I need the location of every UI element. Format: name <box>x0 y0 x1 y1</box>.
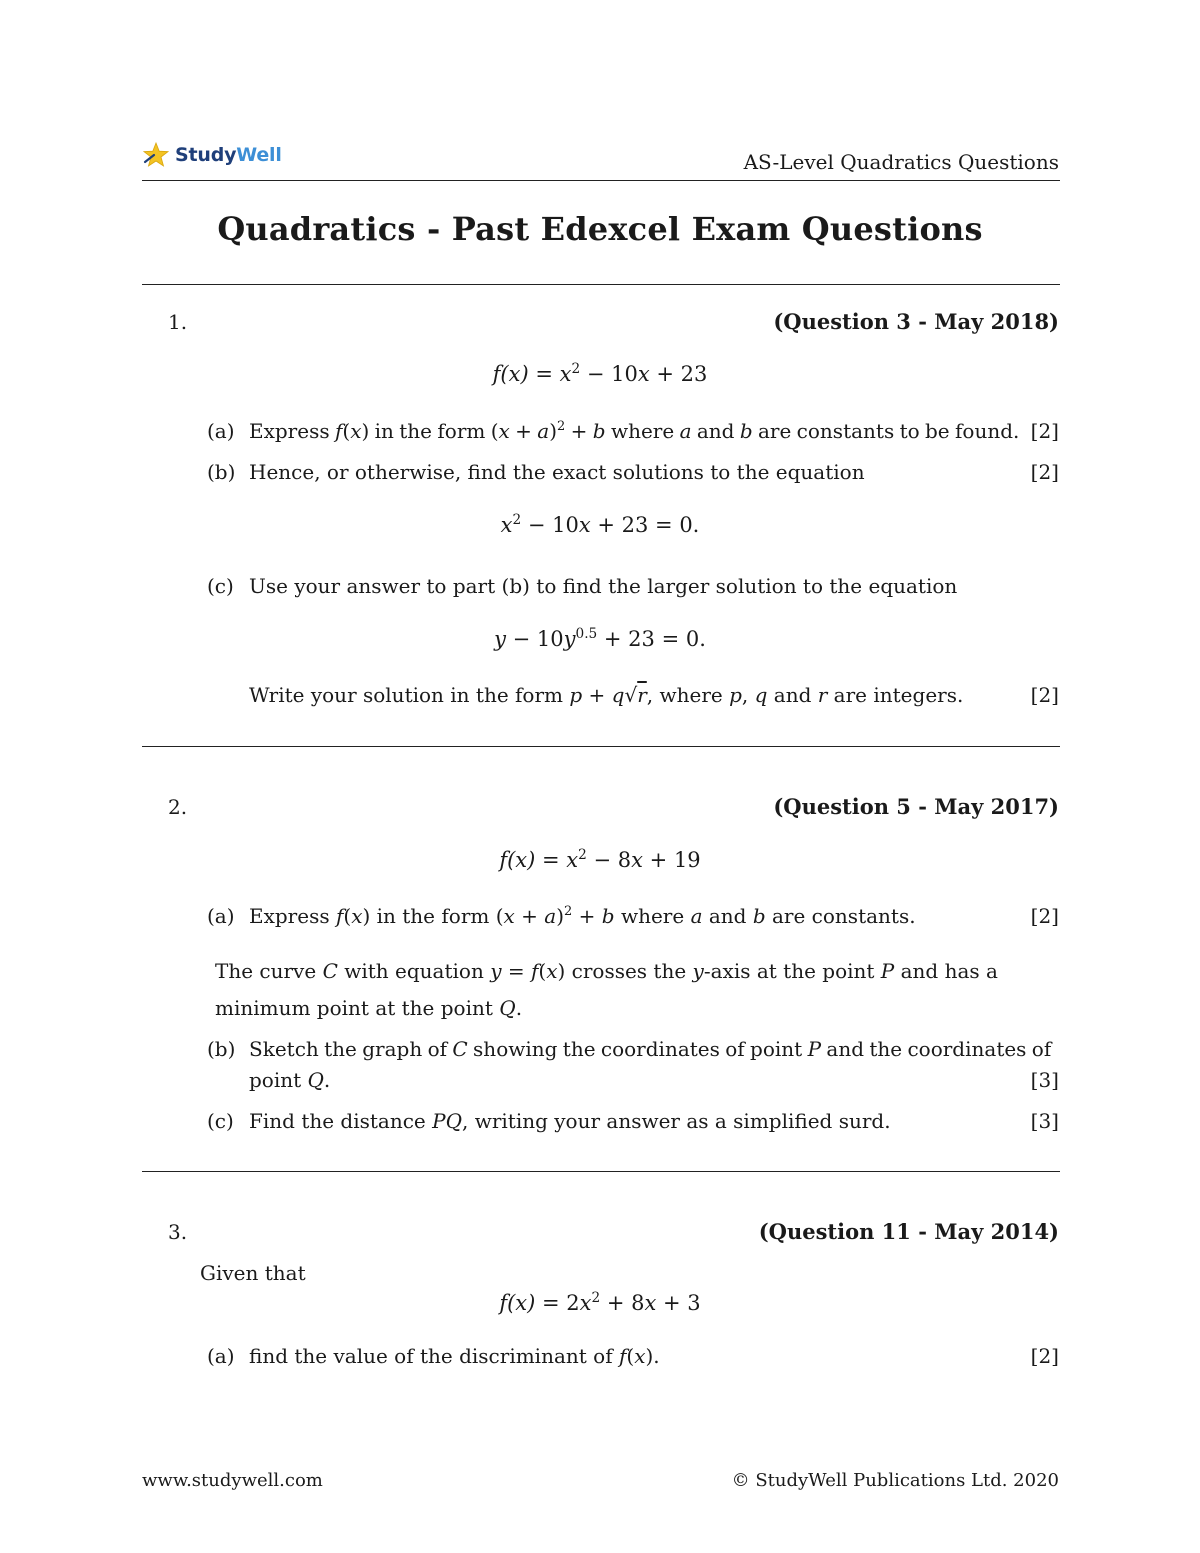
question-1-equation: $f(x) = x^2 - 10x + 23$ <box>492 360 708 386</box>
q2-part-b-marks: [3] <box>1030 1068 1059 1092</box>
footer-website[interactable]: www.studywell.com <box>142 1470 323 1491</box>
q1-part-b-marks: [2] <box>1030 460 1059 484</box>
q2-part-c-text: Find the distance PQ, writing your answer as a simplified surd. <box>249 1109 891 1133</box>
q1-part-c-followup: Write your solution in the form p + q√r, where p, q and r are integers. <box>249 683 964 707</box>
question-1-source: (Question 3 - May 2018) <box>773 309 1059 334</box>
q2-part-a-text: Express f(x) in the form $(x + a)^2 + b$ where a and b are constants. <box>249 904 916 928</box>
q1-part-c-label: (c) <box>207 574 234 598</box>
header-title: AS-Level Quadratics Questions <box>743 150 1059 174</box>
footer-copyright: © StudyWell Publications Ltd. 2020 <box>731 1470 1059 1491</box>
q1-part-b-label: (b) <box>207 460 236 484</box>
q2-part-a-marks: [2] <box>1030 904 1059 928</box>
question-1-divider <box>142 746 1060 747</box>
q1-part-c-equation: $y - 10y^{0.5} + 23 = 0$. <box>494 625 706 651</box>
q2-part-c-marks: [3] <box>1030 1109 1059 1133</box>
q2-part-a-label: (a) <box>207 904 235 928</box>
q1-part-b-equation: $x^2 - 10x + 23 = 0$. <box>500 511 700 537</box>
studywell-logo <box>143 140 282 170</box>
star-icon <box>143 142 169 168</box>
q2-intro-line-1: The curve C with equation y = f(x) crosses the y-axis at the point P and has a <box>215 959 998 983</box>
logo-well-text: Well <box>236 144 282 166</box>
question-2-source: (Question 5 - May 2017) <box>773 794 1059 819</box>
q2-part-b-text-line-2: point Q. <box>249 1068 331 1092</box>
q2-part-b-label: (b) <box>207 1037 236 1061</box>
q1-part-a-text: Express f(x) in the form $(x + a)^2 + b$ where a and b are constants to be found. <box>249 419 1020 443</box>
q1-part-a-marks: [2] <box>1030 419 1059 443</box>
header-divider <box>142 180 1060 181</box>
logo-study-text: Study <box>175 144 237 166</box>
q2-part-c-label: (c) <box>207 1109 234 1133</box>
q2-intro-line-2: minimum point at the point Q. <box>215 996 523 1020</box>
question-3-number: 3. <box>168 1220 188 1244</box>
question-3-source: (Question 11 - May 2014) <box>758 1219 1059 1244</box>
question-2-divider <box>142 1171 1060 1172</box>
q1-part-c-marks: [2] <box>1030 683 1059 707</box>
q3-part-a-text: find the value of the discriminant of f(x). <box>249 1344 660 1368</box>
q3-part-a-label: (a) <box>207 1344 235 1368</box>
question-2-number: 2. <box>168 795 188 819</box>
question-3-given: Given that <box>200 1261 306 1285</box>
question-3-equation: $f(x) = 2x^2 + 8x + 3$ <box>499 1289 701 1315</box>
document-title: Quadratics - Past Edexcel Exam Questions <box>217 210 983 248</box>
question-1-number: 1. <box>168 310 188 334</box>
question-2-equation: $f(x) = x^2 - 8x + 19$ <box>499 846 701 872</box>
q1-part-a-label: (a) <box>207 419 235 443</box>
q3-part-a-marks: [2] <box>1030 1344 1059 1368</box>
title-divider <box>142 284 1060 285</box>
q1-part-b-text: Hence, or otherwise, find the exact solutions to the equation <box>249 460 865 484</box>
q1-part-c-text: Use your answer to part (b) to find the larger solution to the equation <box>249 574 958 598</box>
q2-part-b-text-line-1: Sketch the graph of C showing the coordinates of point P and the coordinates of <box>249 1037 1052 1061</box>
